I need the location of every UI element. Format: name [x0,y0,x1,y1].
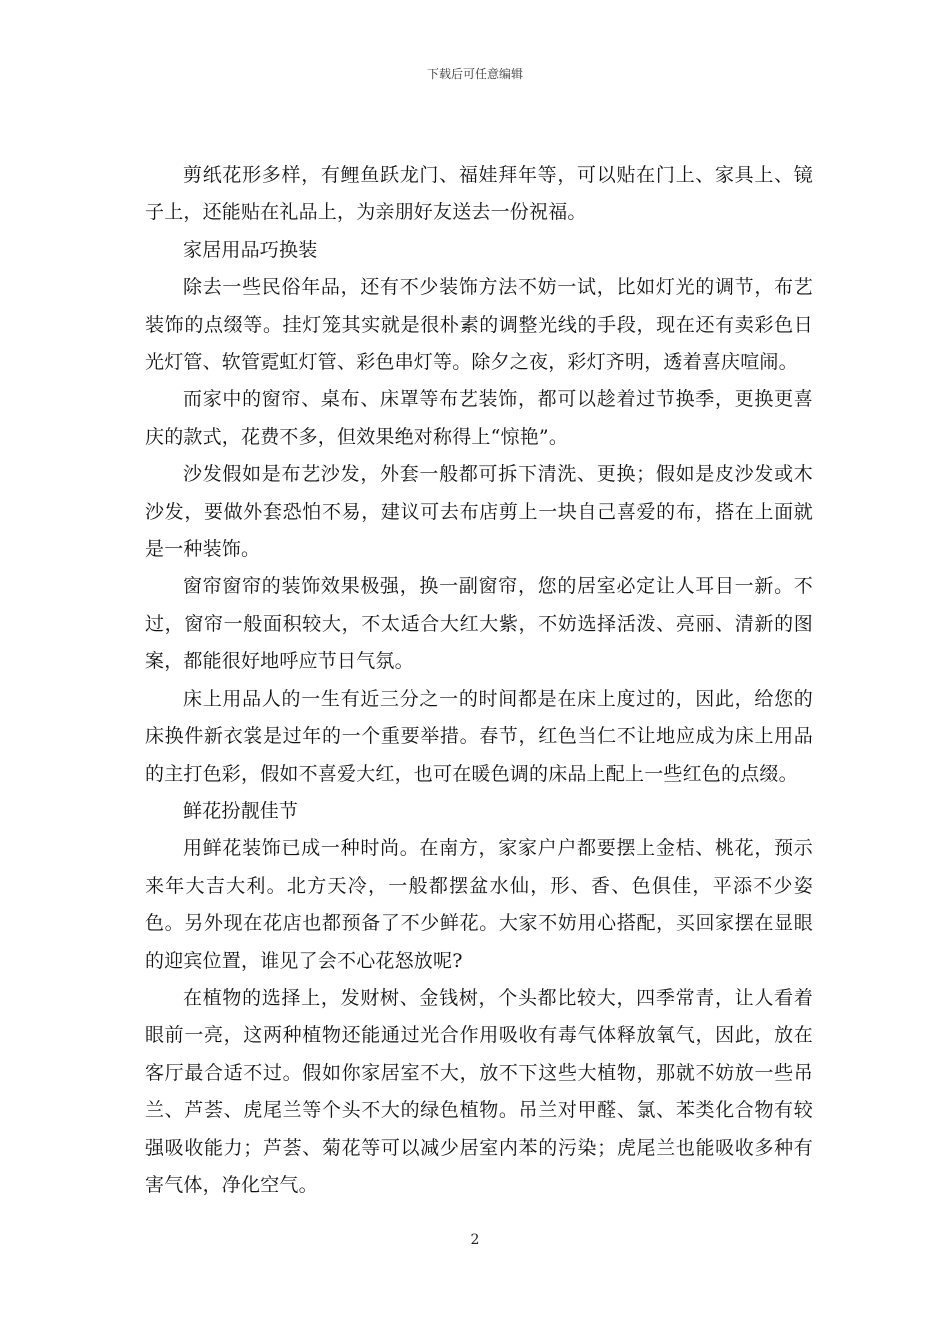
page-header: 下载后可任意编辑 [426,67,523,81]
paragraph: 除去一些民俗年品，还有不少装饰方法不妨一试，比如灯光的调节，布艺装饰的点缀等。挂灯笼其实就是很朴素的调整光线的手段，现在还有卖彩色日光灯管、软管霓虹灯管、彩色串灯等。除夕之夜，彩灯齐明，透着喜庆喧闹。 [145,276,813,374]
paragraph: 沙发假如是布艺沙发，外套一般都可拆下清洗、更换；假如是皮沙发或木沙发，要做外套恐怕不易，建议可去布店剪上一块自己喜爱的布，搭在上面就是一种装饰。 [145,463,813,561]
paragraph: 窗帘窗帘的装饰效果极强，换一副窗帘，您的居室必定让人耳目一新。不过，窗帘一般面积较大，不太适合大红大紫，不妨选择活泼、亮丽、清新的图案，都能很好地呼应节日气氛。 [145,575,813,673]
page-number: 2 [470,1232,480,1248]
paragraph: 用鲜花装饰已成一种时尚。在南方，家家户户都要摆上金桔、桃花，预示来年大吉大利。北方天冷，一般都摆盆水仙，形、香、色俱佳，平添不少姿色。另外现在花店也都预备了不少鲜花。大家不妨用心搭配，买回家摆在显眼的迎宾位置，谁见了会不心花怒放呢? [145,837,813,972]
paragraph: 床上用品人的一生有近三分之一的时间都是在床上度过的，因此，给您的床换件新衣裳是过年的一个重要举措。春节，红色当仁不让地应成为床上用品的主打色彩，假如不喜爱大红，也可在暖色调的床品上配上一些红色的点缀。 [145,687,813,785]
paragraph: 在植物的选择上，发财树、金钱树，个头都比较大，四季常青，让人看着眼前一亮，这两种植物还能通过光合作用吸收有毒气体释放氧气，因此，放在客厅最合适不过。假如你家居室不大，放不下这些大植物，那就不妨放一些吊兰、芦荟、虎尾兰等个头不大的绿色植物。吊兰对甲醛、氯、苯类化合物有较强吸收能力；芦荟、菊花等可以减少居室内苯的污染；虎尾兰也能吸收多种有害气体，净化空气。 [145,986,813,1196]
paragraph: 而家中的窗帘、桌布、床罩等布艺装饰，都可以趁着过节换季，更换更喜庆的款式，花费不多，但效果绝对称得上“惊艳”。 [145,388,813,448]
section-heading: 鲜花扮靓佳节 [183,799,299,822]
document-body [145,157,813,1204]
section-heading: 家居用品巧换装 [183,238,318,261]
paragraph: 剪纸花形多样，有鲤鱼跃龙门、福娃拜年等，可以贴在门上、家具上、镜子上，还能贴在礼品上，为亲朋好友送去一份祝福。 [145,164,813,224]
